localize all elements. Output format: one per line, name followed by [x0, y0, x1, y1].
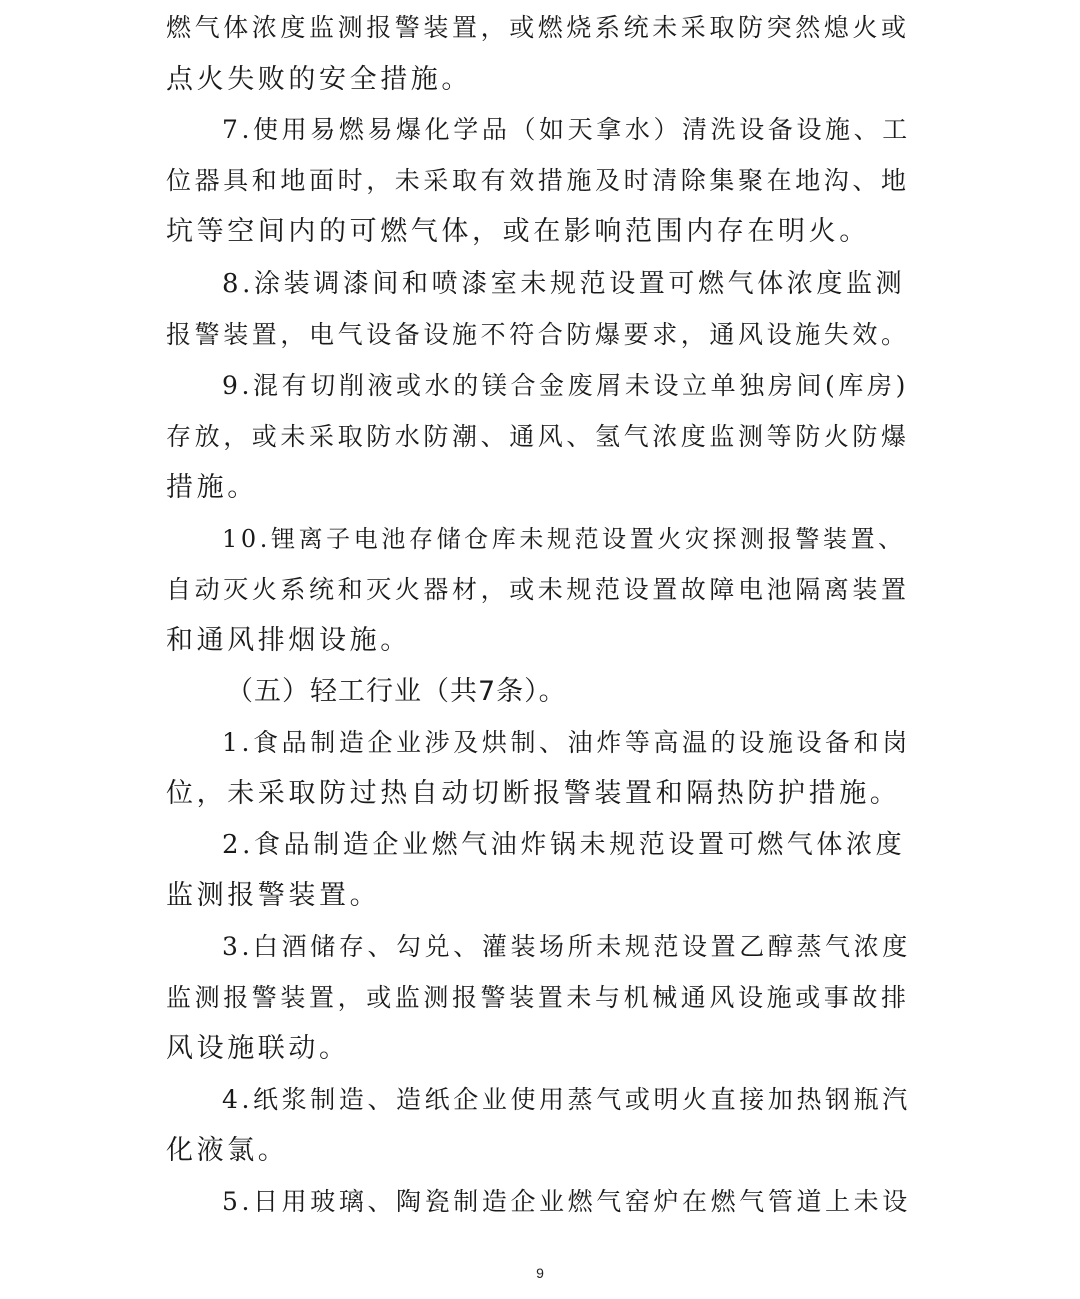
text-line: 10.锂离子电池存储仓库未规范设置火灾探测报警装置、	[222, 525, 906, 553]
text-line: 7.使用易燃易爆化学品（如天拿水）清洗设备设施、工	[222, 115, 911, 144]
text-line: 自动灭火系统和灭火器材，或未规范设置故障电池隔离装置	[166, 575, 910, 604]
text-line: 4.纸浆制造、造纸企业使用蒸气或明火直接加热钢瓶汽	[222, 1085, 911, 1114]
text-line: 8.涂装调漆间和喷漆室未规范设置可燃气体浓度监测	[222, 269, 906, 299]
text-line: 措施。	[166, 472, 258, 503]
text-line: 报警装置，电气设备设施不符合防爆要求，通风设施失效。	[166, 320, 910, 349]
section-heading: （五）轻工行业（共7条）。	[226, 676, 567, 707]
text-line: 点火失败的安全措施。	[166, 64, 472, 95]
text-line: 存放，或未采取防水防潮、通风、氢气浓度监测等防火防爆	[166, 422, 910, 451]
text-line: 监测报警装置。	[166, 880, 381, 911]
text-line: 位器具和地面时，未采取有效措施及时清除集聚在地沟、地	[166, 166, 910, 195]
text-line: 5.日用玻璃、陶瓷制造企业燃气窑炉在燃气管道上未设	[222, 1187, 911, 1216]
text-line: 1.食品制造企业涉及烘制、油炸等高温的设施设备和岗	[222, 728, 911, 757]
page-number: 9	[536, 1265, 544, 1281]
text-line: 9.混有切削液或水的镁合金废屑未设立单独房间(库房)	[222, 371, 909, 400]
text-line: 位，未采取防过热自动切断报警装置和隔热防护措施。	[166, 778, 901, 809]
text-line: 3.白酒储存、勾兑、灌装场所未规范设置乙醇蒸气浓度	[222, 932, 911, 961]
text-line: 坑等空间内的可燃气体，或在影响范围内存在明火。	[166, 216, 870, 247]
text-line: 风设施联动。	[166, 1033, 350, 1064]
text-line: 化液氯。	[166, 1135, 289, 1166]
text-line: 监测报警装置，或监测报警装置未与机械通风设施或事故排	[166, 983, 910, 1012]
text-line: 燃气体浓度监测报警装置，或燃烧系统未采取防突然熄火或	[166, 13, 910, 42]
text-line: 和通风排烟设施。	[166, 625, 411, 656]
text-line: 2.食品制造企业燃气油炸锅未规范设置可燃气体浓度	[222, 830, 906, 860]
